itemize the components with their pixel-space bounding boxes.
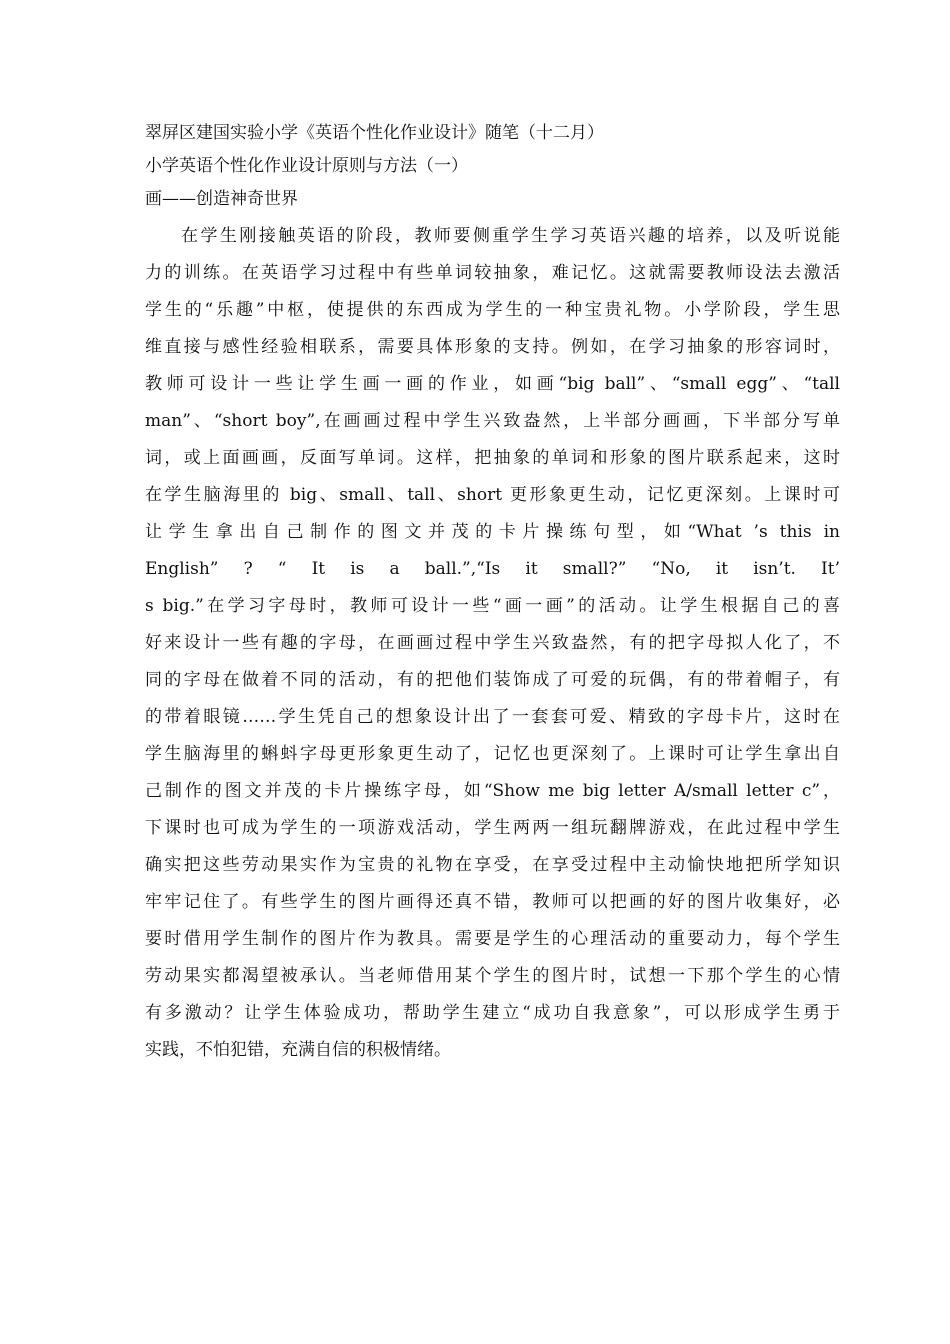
document-title: 翠屏区建国实验小学《英语个性化作业设计》随笔（十二月） [145, 123, 604, 143]
paragraph-line: 的带着眼镜……学生凭自己的想象设计出了一套套可爱、精致的字母卡片，这时在 [145, 707, 840, 727]
paragraph-line: 要时借用学生制作的图片作为教具。需要是学生的心理活动的重要动力，每个学生 [145, 929, 840, 949]
document-content [145, 117, 840, 1069]
paragraph-line: 有多激动？让学生体验成功，帮助学生建立“成功自我意象”，可以形成学生勇于 [145, 1003, 840, 1023]
paragraph-line: 劳动果实都渴望被承认。当老师借用某个学生的图片时，试想一下那个学生的心情 [145, 966, 840, 986]
paragraph-line: 力的训练。在英语学习过程中有些单词较抽象，难记忆。这就需要教师设法去激活 [145, 263, 840, 283]
paragraph-line: 学生的“乐趣”中枢，使提供的东西成为学生的一种宝贵礼物。小学阶段，学生思 [145, 300, 840, 320]
paragraph-line: s big.”在学习字母时，教师可设计一些“画一画”的活动。让学生根据自己的喜 [145, 596, 840, 616]
paragraph-line: 学生脑海里的蝌蚪字母更形象更生动了，记忆也更深刻了。上课时可让学生拿出自 [145, 744, 840, 764]
paragraph-line: 确实把这些劳动果实作为宝贵的礼物在享受，在享受过程中主动愉快地把所学知识 [145, 855, 840, 875]
paragraph-line: 牢牢记住了。有些学生的图片画得还真不错，教师可以把画的好的图片收集好，必 [145, 892, 840, 912]
paragraph-line: 好来设计一些有趣的字母，在画画过程中学生兴致盎然，有的把字母拟人化了，不 [145, 633, 840, 653]
paragraph-line: 在学生刚接触英语的阶段，教师要侧重学生学习英语兴趣的培养，以及听说能 [181, 226, 840, 246]
paragraph-line: 维直接与感性经验相联系，需要具体形象的支持。例如，在学习抽象的形容词时， [145, 337, 840, 357]
document-subtitle: 小学英语个性化作业设计原则与方法（一） [145, 156, 468, 176]
paragraph-line: 下课时也可成为学生的一项游戏活动，学生两两一组玩翻牌游戏，在此过程中学生 [145, 818, 840, 838]
paragraph-line: 教师可设计一些让学生画一画的作业，如画“big ball”、“small egg”、“tall [145, 374, 840, 394]
body-paragraph [145, 218, 840, 1069]
paragraph-line: 让学生拿出自己制作的图文并茂的卡片操练句型，如“What ’s this in [145, 522, 840, 542]
paragraph-line: 同的字母在做着不同的活动，有的把他们装饰成了可爱的玩偶，有的带着帽子，有 [145, 670, 840, 690]
paragraph-line: man”、“short boy”,在画画过程中学生兴致盎然，上半部分画画，下半部分写单 [145, 411, 840, 431]
section-heading: 画——创造神奇世界 [145, 189, 298, 209]
paragraph-line: 词，或上面画画，反面写单词。这样，把抽象的单词和形象的图片联系起来，这时 [145, 448, 840, 468]
paragraph-line: 己制作的图文并茂的卡片操练字母，如“Show me big letter A/small letter c”， [145, 781, 840, 801]
paragraph-line: 实践，不怕犯错，充满自信的积极情绪。 [145, 1040, 451, 1060]
paragraph-line: English” ? “ It is a ball.”,“Is it small?” “No, it isn’t. It’ [145, 559, 840, 579]
paragraph-line: 在学生脑海里的 big、small、tall、short 更形象更生动，记忆更深刻。上课时可 [145, 485, 840, 505]
